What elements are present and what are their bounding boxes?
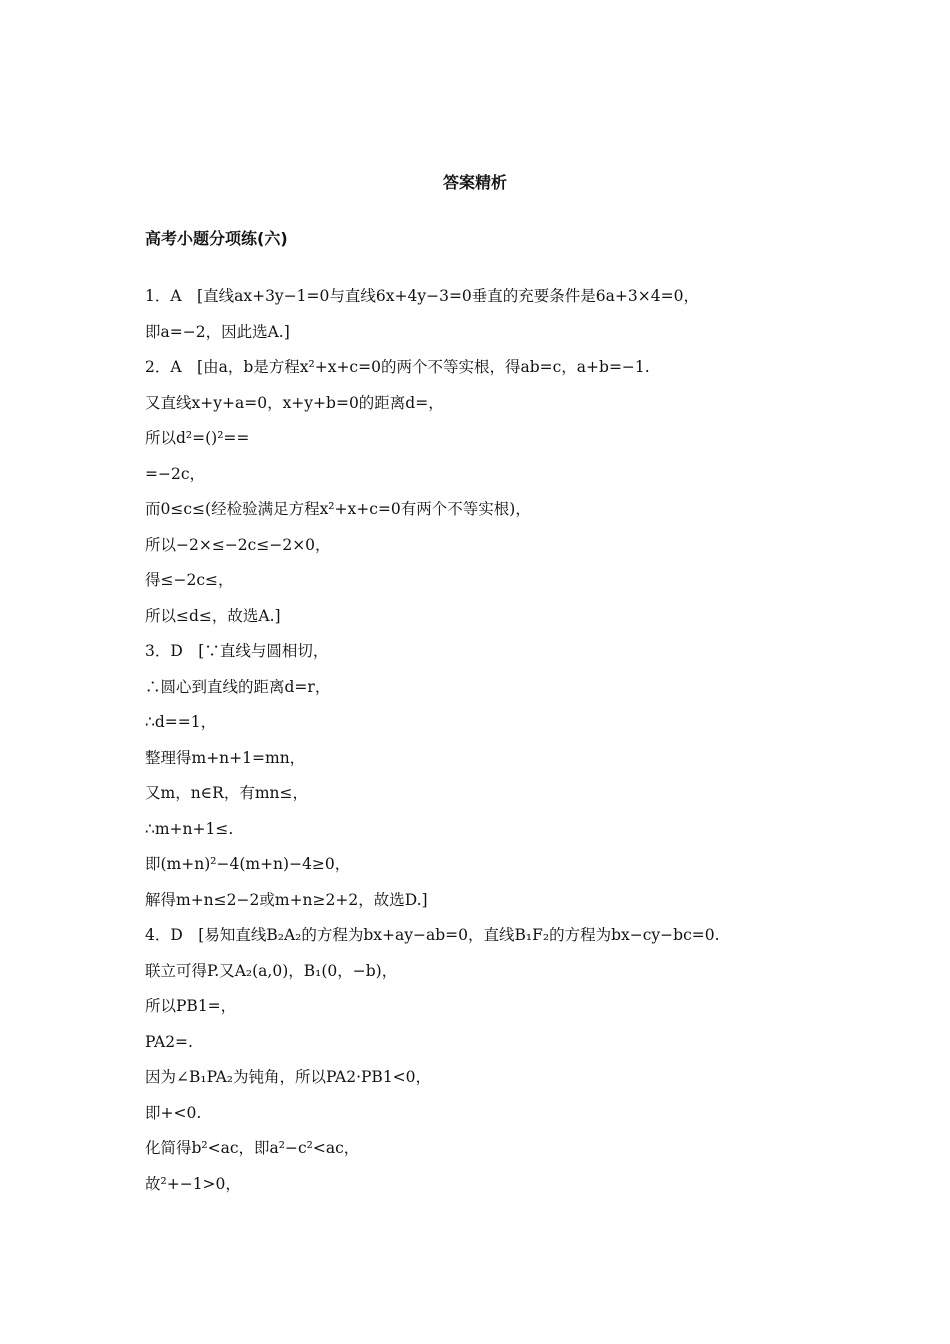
text-line: 即a=−2，因此选A.] bbox=[145, 322, 290, 341]
text-line: 所以≤d≤，故选A.] bbox=[145, 606, 281, 625]
document-title: 答案精析 bbox=[442, 173, 507, 192]
text-line: 解得m+n≤2−2或m+n≥2+2，故选D.] bbox=[145, 890, 428, 909]
answer-body bbox=[145, 284, 825, 1207]
text-line: 又直线x+y+a=0，x+y+b=0的距离d=， bbox=[145, 393, 444, 412]
text-line: 4．D [易知直线B₂A₂的方程为bx+ay−ab=0，直线B₁F₂的方程为bx−cy−bc=0. bbox=[145, 926, 720, 944]
text-line: 1．A [直线ax+3y−1=0与直线6x+4y−3=0垂直的充要条件是6a+3×4=0， bbox=[145, 287, 699, 305]
text-line: 化简得b²<ac，即a²−c²<ac， bbox=[145, 1139, 360, 1157]
text-line: 即(m+n)²−4(m+n)−4≥0， bbox=[145, 855, 351, 873]
text-line: ∴d==1， bbox=[145, 713, 217, 731]
text-line: 3．D [∵直线与圆相切， bbox=[145, 642, 329, 660]
text-line: 即+<0. bbox=[145, 1103, 202, 1122]
text-line: 2．A [由a，b是方程x²+x+c=0的两个不等实根，得ab=c，a+b=−1. bbox=[145, 358, 650, 376]
text-line: 而0≤c≤(经检验满足方程x²+x+c=0有两个不等实根)， bbox=[145, 500, 531, 518]
text-line: ∴m+n+1≤. bbox=[145, 819, 234, 838]
text-line: 所以PB1=， bbox=[145, 997, 237, 1015]
text-line: 所以−2×≤−2c≤−2×0， bbox=[145, 535, 331, 554]
text-line: 得≤−2c≤， bbox=[145, 571, 234, 589]
text-line: PA2=. bbox=[145, 1032, 193, 1051]
text-line: 整理得m+n+1=mn， bbox=[145, 748, 306, 767]
text-line: 所以d²=()²== bbox=[145, 429, 250, 447]
text-line: 又m，n∈R，有mn≤， bbox=[145, 784, 308, 802]
text-line: 因为∠B₁PA₂为钝角，所以PA2·PB1<0， bbox=[145, 1068, 432, 1086]
text-line: 故²+−1>0， bbox=[145, 1174, 241, 1193]
text-line: =−2c， bbox=[145, 464, 206, 483]
section-heading: 高考小题分项练(六) bbox=[145, 229, 288, 248]
text-line: 联立可得P.又A₂(a,0)，B₁(0，−b)， bbox=[145, 961, 398, 980]
text-line: ∴圆心到直线的距离d=r， bbox=[145, 677, 331, 696]
